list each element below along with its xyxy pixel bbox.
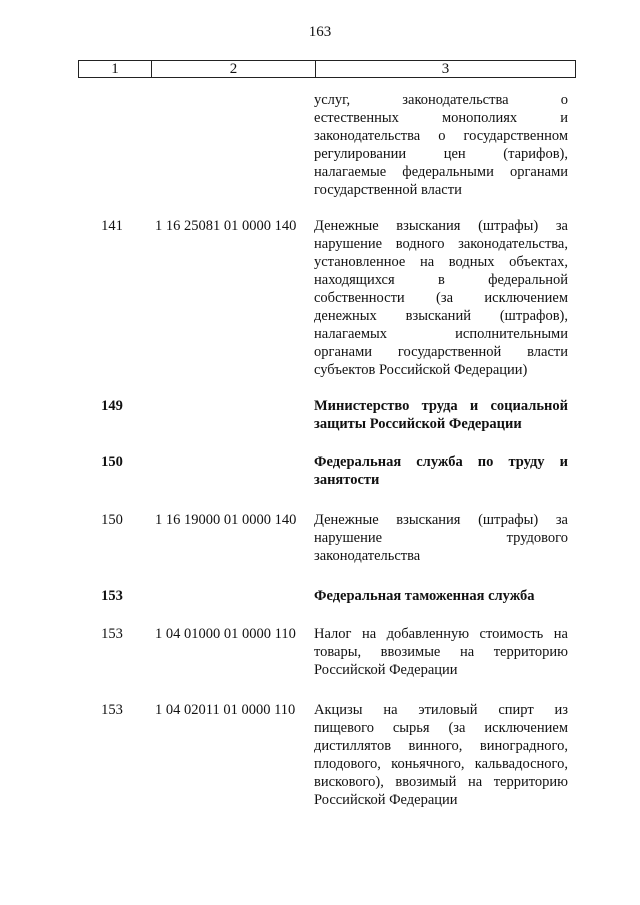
- kbk-code: 1 16 19000 01 0000 140: [155, 512, 297, 528]
- description-line: занятости: [314, 472, 380, 488]
- row-description: [314, 453, 568, 489]
- row-description: [314, 217, 568, 379]
- kbk-code: 1 16 25081 01 0000 140: [155, 218, 297, 234]
- admin-code: 149: [101, 398, 123, 414]
- description-line: плодового, коньячного, кальвадосного,: [314, 756, 568, 772]
- admin-code: 141: [101, 218, 123, 234]
- description-line: Российской Федерации: [314, 792, 458, 808]
- column-header-1: 1: [79, 61, 152, 78]
- description-line: государственной власти: [314, 182, 462, 198]
- row-description: [314, 397, 568, 433]
- description-line: регулировании цен (тарифов),: [314, 146, 568, 162]
- continuation-description: [314, 91, 568, 199]
- kbk-code: 1 04 01000 01 0000 110: [155, 626, 296, 642]
- description-line: собственности (за исключением: [314, 290, 568, 306]
- description-line: нарушение трудового: [314, 530, 568, 546]
- description-line: установленное на водных объектах,: [314, 254, 568, 270]
- admin-code: 153: [101, 588, 123, 604]
- row-description: [314, 511, 568, 565]
- description-line: товары, ввозимые на территорию: [314, 644, 568, 660]
- description-line: Налог на добавленную стоимость на: [314, 626, 568, 642]
- description-line: Денежные взыскания (штрафы) за: [314, 218, 568, 234]
- admin-code: 153: [101, 702, 123, 718]
- description-line: естественных монополиях и: [314, 110, 568, 126]
- description-line: дистиллятов винного, виноградного,: [314, 738, 568, 754]
- column-header-3: 3: [316, 61, 576, 78]
- description-line: Российской Федерации: [314, 662, 458, 678]
- admin-code: 150: [101, 454, 123, 470]
- page-number: 163: [308, 24, 332, 40]
- description-line: Министерство труда и социальной: [314, 398, 568, 414]
- description-line: нарушение водного законодательства,: [314, 236, 568, 252]
- column-header-2: 2: [152, 61, 316, 78]
- admin-code: 150: [101, 512, 123, 528]
- description-line: налагаемых исполнительными: [314, 326, 568, 342]
- description-line: находящихся в федеральной: [314, 272, 568, 288]
- description-line: законодательства о государственном: [314, 128, 568, 144]
- description-line: денежных взысканий (штрафов),: [314, 308, 568, 324]
- description-line: Акцизы на этиловый спирт из: [314, 702, 568, 718]
- description-line: субъектов Российской Федерации): [314, 362, 528, 378]
- description-line: защиты Российской Федерации: [314, 416, 522, 432]
- row-description: [314, 587, 568, 605]
- row-description: [314, 625, 568, 679]
- row-description: [314, 701, 568, 809]
- description-line: налагаемые федеральными органами: [314, 164, 568, 180]
- description-line: пищевого сырья (за исключением: [314, 720, 568, 736]
- description-line: вискового), ввозимый на территорию: [314, 774, 568, 790]
- description-line: Денежные взыскания (штрафы) за: [314, 512, 568, 528]
- description-line: Федеральная служба по труду и: [314, 454, 568, 470]
- description-line: услуг, законодательства о: [314, 92, 568, 108]
- description-line: органами государственной власти: [314, 344, 568, 360]
- description-line: Федеральная таможенная служба: [314, 588, 535, 604]
- description-line: законодательства: [314, 548, 421, 564]
- kbk-code: 1 04 02011 01 0000 110: [155, 702, 296, 718]
- admin-code: 153: [101, 626, 123, 642]
